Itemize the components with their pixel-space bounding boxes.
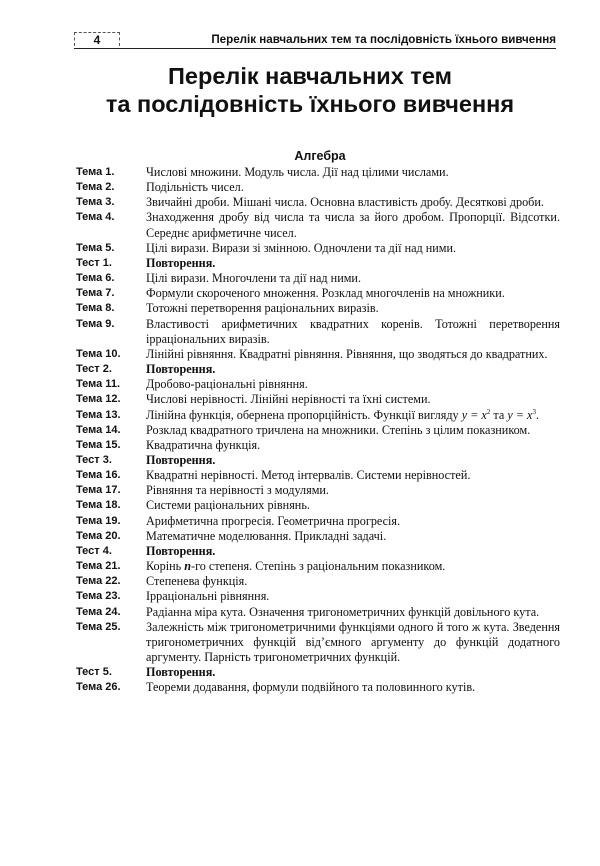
topic-text: Степенева функція. — [146, 574, 248, 589]
topic-label: Тема 22. — [76, 575, 121, 588]
test-label: Тест 3. — [76, 453, 112, 466]
topic-label: Тема 15. — [76, 438, 121, 451]
topic-text: Залежність між тригонометричними функціями одного й того ж кута. Зведення тригонометричних функцій від’ємного аргументу до функцій додатного аргументу. Парність тригонометричних функцій. — [146, 619, 560, 664]
test-row — [76, 256, 560, 271]
topic-text: Квадратні нерівності. Метод інтервалів. Системи нерівностей. — [146, 468, 471, 483]
topic-label: Тема 9. — [76, 317, 115, 330]
topic-row — [76, 423, 560, 438]
topic-list — [76, 165, 560, 695]
topic-text: Подільність чисел. — [146, 180, 244, 195]
topic-text: Рівняння та нерівності з модулями. — [146, 483, 329, 498]
topic-text: Теореми додавання, формули подвійного та половинного кутів. — [146, 680, 476, 695]
topic-text: Формули скороченого множення. Розклад многочленів на множники. — [146, 286, 505, 301]
topic-text: Арифметична прогресія. Геометрична прогресія. — [146, 513, 401, 528]
topic-text: Властивості арифметичних квадратних коренів. Тотожні перетворення ірраціональних виразів. — [146, 316, 560, 346]
test-label: Тест 5. — [76, 666, 112, 679]
topic-row — [76, 271, 560, 286]
topic-row — [76, 498, 560, 513]
topic-text-part: та — [490, 407, 508, 422]
math-expression: y = x — [507, 407, 533, 422]
topic-text — [146, 408, 560, 423]
topic-label: Тема 13. — [76, 408, 121, 421]
topic-text: Тотожні перетворення раціональних виразів. — [146, 301, 379, 316]
topic-text-part: -го степеня. Степінь з раціональним показником. — [191, 559, 446, 574]
topic-row — [76, 408, 560, 423]
topic-text-part: Лінійна функція, обернена пропорційність. Функції вигляду — [146, 407, 462, 422]
running-title: Перелік навчальних тем та послідовність їхнього вивчення — [211, 33, 556, 46]
topic-text: Системи раціональних рівнянь. — [146, 498, 310, 513]
topic-text: Дробово-раціональні рівняння. — [146, 377, 308, 392]
topic-label: Тема 11. — [76, 378, 120, 391]
math-expression: n — [184, 559, 192, 574]
page-title-line-1: Перелік навчальних тем — [168, 63, 452, 89]
topic-row — [76, 301, 560, 316]
topic-label: Тема 21. — [76, 560, 121, 573]
superscript: 2 — [486, 407, 491, 416]
superscript: 3 — [532, 407, 536, 416]
topic-label: Тема 16. — [76, 469, 121, 482]
topic-label: Тема 4. — [76, 211, 115, 224]
section-title: Алгебра — [294, 149, 346, 163]
page-number: 4 — [74, 32, 120, 46]
test-row — [76, 453, 560, 468]
topic-label: Тема 8. — [76, 302, 115, 315]
topic-row — [76, 241, 560, 256]
topic-label: Тема 20. — [76, 529, 121, 542]
topic-row — [76, 559, 560, 574]
topic-row — [76, 529, 560, 544]
topic-text: Числові нерівності. Лінійні нерівності та їхні системи. — [146, 392, 431, 407]
topic-text — [146, 559, 560, 574]
topic-text: Радіанна міра кута. Означення тригонометричних функцій довільного кута. — [146, 604, 540, 619]
topic-text-part: . — [535, 407, 539, 422]
test-label: Тест 4. — [76, 544, 112, 557]
test-row — [76, 362, 560, 377]
topic-label: Тема 25. — [76, 620, 121, 633]
topic-text: Цілі вирази. Многочлени та дії над ними. — [146, 271, 362, 286]
topic-text: Числові множини. Модуль числа. Дії над цілими числами. — [146, 165, 449, 179]
test-text: Повторення. — [146, 362, 216, 377]
topic-row — [76, 620, 560, 665]
topic-row — [76, 210, 560, 240]
test-text: Повторення. — [146, 665, 216, 680]
test-text: Повторення. — [146, 543, 216, 558]
topic-row — [76, 514, 560, 529]
topic-text: Ірраціональні рівняння. — [146, 589, 270, 604]
topic-text-part: Корінь — [146, 559, 185, 574]
topic-row — [76, 605, 560, 620]
page-title-line-2: та послідовність їхнього вивчення — [105, 91, 515, 117]
topic-text: Цілі вирази. Вирази зі змінною. Одночлени та дії над ними. — [146, 240, 457, 255]
topic-text: Квадратична функція. — [146, 437, 261, 452]
topic-label: Тема 19. — [76, 514, 121, 527]
topic-row — [76, 317, 560, 347]
test-text: Повторення. — [146, 255, 216, 270]
topic-label: Тема 23. — [76, 590, 121, 603]
topic-text: Математичне моделювання. Прикладні задачі. — [146, 528, 387, 543]
topic-row — [76, 195, 560, 210]
topic-row — [76, 574, 560, 589]
topic-row — [76, 377, 560, 392]
topic-label: Тема 17. — [76, 484, 121, 497]
topic-label: Тема 26. — [76, 681, 121, 694]
running-header — [74, 32, 556, 49]
math-expression: y = x — [461, 407, 487, 422]
test-text: Повторення. — [146, 452, 216, 467]
topic-label: Тема 7. — [76, 287, 115, 300]
topic-text: Звичайні дроби. Мішані числа. Основна властивість дробу. Десяткові дроби. — [146, 195, 544, 210]
topic-text: Знаходження дробу від числа та числа за його дробом. Пропорції. Відсотки. Середнє арифметичне чисел. — [146, 210, 560, 240]
topic-label: Тема 5. — [76, 241, 115, 254]
topic-row — [76, 589, 560, 604]
topic-label: Тема 1. — [76, 166, 115, 178]
topic-row — [76, 165, 560, 180]
topic-label: Тема 24. — [76, 605, 121, 618]
topic-label: Тема 6. — [76, 272, 115, 285]
test-label: Тест 1. — [76, 256, 112, 269]
topic-row — [76, 468, 560, 483]
topic-label: Тема 18. — [76, 499, 121, 512]
topic-row — [76, 483, 560, 498]
topic-label: Тема 10. — [76, 347, 121, 360]
test-row — [76, 544, 560, 559]
test-label: Тест 2. — [76, 363, 112, 376]
test-row — [76, 665, 560, 680]
topic-row — [76, 286, 560, 301]
topic-text: Лінійні рівняння. Квадратні рівняння. Рівняння, що зводяться до квадратних. — [146, 346, 548, 361]
topic-label: Тема 2. — [76, 181, 115, 194]
page-title — [60, 62, 560, 118]
topic-row — [76, 680, 560, 695]
topic-row — [76, 438, 560, 453]
topic-label: Тема 12. — [76, 393, 121, 406]
topic-label: Тема 3. — [76, 196, 115, 209]
topic-row — [76, 347, 560, 362]
topic-row — [76, 392, 560, 407]
topic-text: Розклад квадратного тричлена на множники. Степінь з цілим показником. — [146, 422, 531, 437]
topic-row — [76, 180, 560, 195]
topic-label: Тема 14. — [76, 423, 121, 436]
